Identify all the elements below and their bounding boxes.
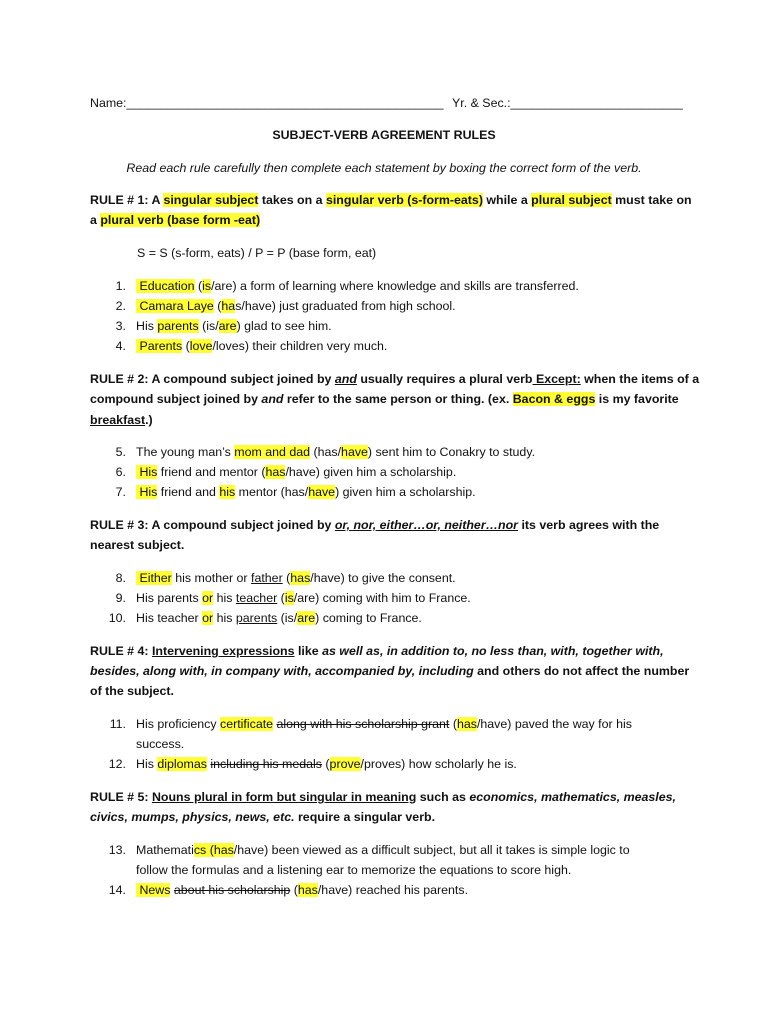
conjunction-highlight: or (202, 611, 214, 625)
item-number: 5. (115, 445, 126, 459)
text: while a (482, 193, 532, 207)
subject-highlight: Parents (136, 339, 183, 353)
rule-4-line-1 (90, 643, 664, 659)
text: RULE # 3: A compound subject joined by (90, 518, 335, 532)
item-6 (104, 464, 456, 480)
text: /have) to give the consent. (310, 571, 456, 585)
text: ) glad to see him. (236, 319, 332, 333)
text: His proficiency (136, 717, 221, 731)
text: breakfast (90, 413, 146, 427)
text: usually requires a plural verb (356, 372, 533, 386)
subject-highlight: His (136, 485, 158, 499)
highlight: plural verb (base form -eat) (100, 213, 261, 227)
rule-1-line-1 (90, 192, 692, 208)
text: when the items of a (580, 372, 700, 386)
text: and (261, 392, 284, 406)
name-field: Name:______________________________________________ (90, 96, 444, 110)
text: (is/ (277, 611, 298, 625)
item-7 (104, 484, 476, 500)
text: s/have) just graduated from high school. (235, 299, 456, 313)
text: RULE # 4: (90, 644, 152, 658)
text: His (136, 319, 158, 333)
item-number: 11. (109, 717, 126, 731)
text: (has/ (310, 445, 342, 459)
verb-choice-highlight: has (297, 883, 318, 897)
text: friend and (157, 485, 220, 499)
text: /have) reached his parents. (317, 883, 469, 897)
text: ( (449, 717, 457, 731)
struck-phrase: about his scholarship (173, 883, 291, 897)
struck-phrase: including his medals (210, 757, 322, 771)
highlight: singular subject (163, 193, 259, 207)
text: Except: (532, 372, 581, 386)
text: and others do not affect the number (473, 664, 690, 678)
text: such as (416, 790, 470, 804)
item-number: 8. (115, 571, 126, 585)
text: /loves) their children very much. (212, 339, 388, 353)
conjunction-highlight: or (202, 591, 214, 605)
item-number: 7. (115, 485, 126, 499)
rule-1-formula: S = S (s-form, eats) / P = P (base form, eat) (137, 246, 377, 260)
subject-highlight: Camara Laye (136, 299, 214, 313)
verb-choice-highlight: are (218, 319, 237, 333)
item-3 (104, 318, 332, 334)
verb-choice-highlight: is (284, 591, 294, 605)
text: /are) coming with him to France. (293, 591, 471, 605)
rule-2-line-1 (90, 371, 699, 387)
text: His teacher (136, 611, 203, 625)
item-number: 6. (115, 465, 126, 479)
item-11 (104, 716, 632, 732)
verb-choice-highlight: has (290, 571, 311, 585)
text: must take on (611, 193, 692, 207)
text: ( (277, 591, 285, 605)
item-number: 3. (115, 319, 126, 333)
text: takes on a (258, 193, 326, 207)
rule-1-line-2 (90, 212, 260, 228)
text: ) given him a scholarship. (335, 485, 476, 499)
text: friend and mentor ( (157, 465, 266, 479)
subject-highlight: His (136, 465, 158, 479)
text: Nouns plural in form but singular in meaning (151, 790, 417, 804)
item-13-continued: follow the formulas and a listening ear to memorize the equations to score high. (136, 863, 572, 877)
item-2 (104, 298, 456, 314)
item-13 (104, 842, 630, 858)
subject-highlight: News (136, 883, 171, 897)
item-number: 2. (115, 299, 126, 313)
highlight: Bacon & eggs (512, 392, 596, 406)
item-number: 13. (108, 843, 126, 857)
rule-4-line-2 (90, 663, 689, 679)
text: Mathemati (136, 843, 194, 857)
text: (is/ (198, 319, 219, 333)
text: his (213, 591, 236, 605)
text: RULE # 1: A (90, 193, 164, 207)
text: ) coming to France. (315, 611, 422, 625)
item-14 (104, 882, 468, 898)
rule-3-line-2: nearest subject. (90, 538, 185, 552)
verb-choice-highlight: have (341, 445, 368, 459)
text: RULE # 5: (90, 790, 152, 804)
rule-4-line-3: of the subject. (90, 684, 174, 698)
text: its verb agrees with the (518, 518, 660, 532)
text: teacher (235, 591, 278, 605)
text: mentor (has/ (235, 485, 309, 499)
item-number: 9. (115, 591, 126, 605)
item-number: 10. (108, 611, 126, 625)
subject-highlight: mom and dad (234, 445, 311, 459)
verb-choice-highlight: prove (329, 757, 361, 771)
subject-highlight: certificate (220, 717, 274, 731)
verb-choice-highlight: has (456, 717, 477, 731)
text: compound subject joined by (90, 392, 262, 406)
item-number: 12. (108, 757, 126, 771)
text: ( (213, 299, 222, 313)
highlight: plural subject (531, 193, 612, 207)
subject-highlight: Education (136, 279, 195, 293)
text: require a singular verb. (294, 810, 436, 824)
verb-choice-highlight: love (189, 339, 213, 353)
subject-highlight: diplomas (157, 757, 207, 771)
text: His (136, 757, 158, 771)
verb-choice-highlight: cs (has (193, 843, 234, 857)
text: /are) a form of learning where knowledge and skills are transferred. (211, 279, 579, 293)
text: or, nor, either…or, neither…nor (334, 518, 518, 532)
item-number: 4. (115, 339, 126, 353)
text: /have) been viewed as a difficult subject, but all it takes is simple logic to (233, 843, 630, 857)
text: as well as, in addition to, no less than, with, together with, (322, 644, 664, 658)
verb-choice-highlight: are (297, 611, 316, 625)
rule-2-line-3 (90, 412, 153, 428)
text: a (90, 213, 101, 227)
item-11-continued: success. (136, 737, 185, 751)
text: /have) given him a scholarship. (285, 465, 457, 479)
text: his mother or (171, 571, 252, 585)
item-number: 1. (115, 279, 126, 293)
text: The young man’s (136, 445, 235, 459)
text: RULE # 2: A compound subject joined by (90, 372, 335, 386)
item-4 (104, 338, 387, 354)
item-9 (104, 590, 471, 606)
text: ( (182, 339, 190, 353)
subject-highlight: Either (136, 571, 172, 585)
rule-2-line-2 (90, 391, 679, 407)
highlight: singular verb (s-form-eats) (325, 193, 483, 207)
item-1 (104, 278, 579, 294)
verb-choice-highlight: is (202, 279, 212, 293)
verb-choice-highlight: have (308, 485, 336, 499)
text: .) (145, 413, 153, 427)
text: his (213, 611, 236, 625)
text: ( (321, 757, 330, 771)
text: ( (290, 883, 298, 897)
item-5 (104, 444, 535, 460)
rule-5-line-2 (90, 809, 435, 825)
verb-choice-highlight: ha (221, 299, 236, 313)
text: ( (194, 279, 203, 293)
text: Intervening expressions (151, 644, 295, 658)
text: besides, along with, in company with, accompanied by, including (90, 664, 474, 678)
text: like (294, 644, 323, 658)
text: and (334, 372, 357, 386)
text: is my favorite (595, 392, 679, 406)
text: ( (282, 571, 291, 585)
text: economics, mathematics, measles, (469, 790, 676, 804)
item-8 (104, 570, 456, 586)
subject-highlight: his (219, 485, 236, 499)
text: /proves) how scholarly he is. (360, 757, 517, 771)
text: ) sent him to Conakry to study. (367, 445, 536, 459)
rule-5-line-1 (90, 789, 676, 805)
subject-highlight: parents (157, 319, 199, 333)
text: father (251, 571, 283, 585)
text: civics, mumps, physics, news, etc. (90, 810, 295, 824)
year-section-field: Yr. & Sec.:_________________________ (452, 96, 683, 110)
struck-phrase: along with his scholarship grant (276, 717, 450, 731)
rule-3-line-1 (90, 517, 659, 533)
page-title: SUBJECT-VERB AGREEMENT RULES (272, 128, 496, 142)
item-number: 14. (108, 883, 126, 897)
text: His parents (136, 591, 203, 605)
verb-choice-highlight: has (265, 465, 286, 479)
text: parents (235, 611, 278, 625)
text: refer to the same person or thing. (ex. (283, 392, 513, 406)
item-12 (104, 756, 517, 772)
instructions: Read each rule carefully then complete each statement by boxing the correct form of the verb. (126, 161, 642, 175)
text: /have) paved the way for his (476, 717, 632, 731)
item-10 (104, 610, 422, 626)
